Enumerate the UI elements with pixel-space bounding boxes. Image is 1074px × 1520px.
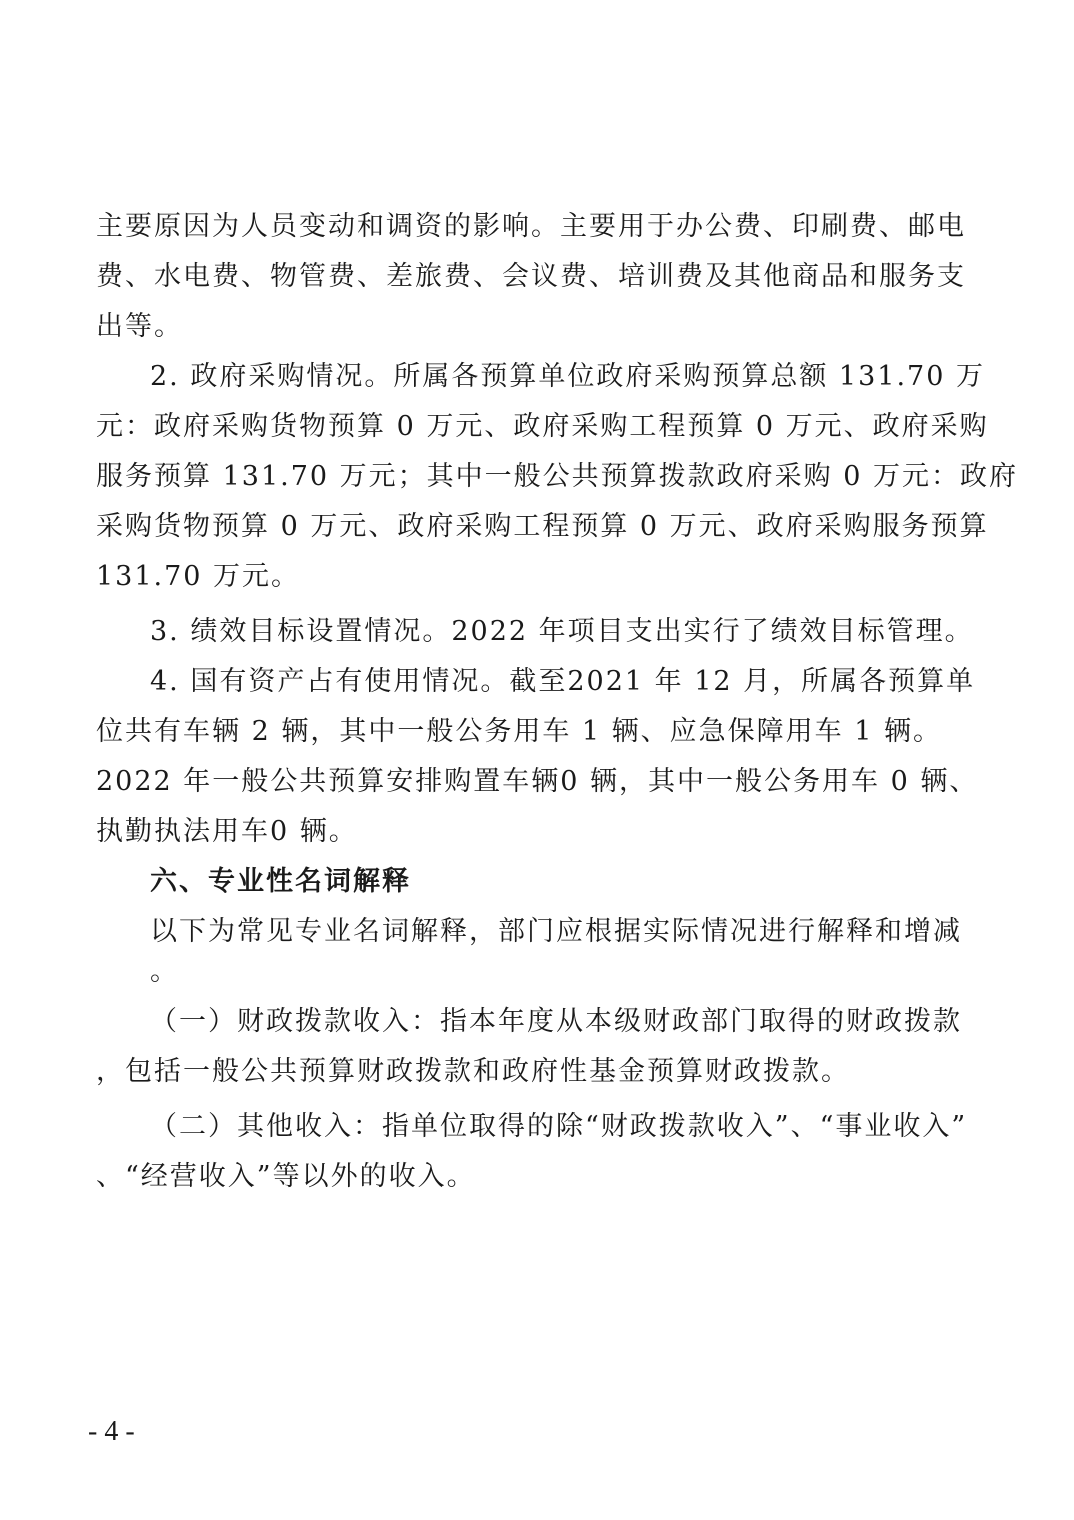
body-text-line: 、“经营收入”等以外的收入。 — [96, 1161, 476, 1192]
body-text-line: 2. 政府采购情况。所属各预算单位政府采购预算总额 131.70 万 — [150, 361, 985, 392]
body-text-line: 2022 年一般公共预算安排购置车辆0 辆，其中一般公务用车 0 辆、 — [96, 766, 979, 797]
body-text-line: 服务预算 131.70 万元；其中一般公共预算拨款政府采购 0 万元：政府 — [96, 461, 1018, 492]
body-text-line: 费、水电费、物管费、差旅费、会议费、培训费及其他商品和服务支 — [96, 261, 966, 292]
body-text-line: 131.70 万元。 — [96, 561, 301, 592]
body-text-line: 出等。 — [96, 311, 183, 342]
body-text-line: 主要原因为人员变动和调资的影响。主要用于办公费、印刷费、邮电 — [96, 211, 966, 242]
body-text-line: 以下为常见专业名词解释，部门应根据实际情况进行解释和增减 — [150, 916, 962, 947]
body-text-line: （一）财政拨款收入：指本年度从本级财政部门取得的财政拨款 — [150, 1006, 962, 1037]
body-text-line: 元：政府采购货物预算 0 万元、政府采购工程预算 0 万元、政府采购 — [96, 411, 989, 442]
body-text-line: 。 — [150, 956, 179, 987]
section-heading: 六、专业性名词解释 — [150, 866, 411, 897]
body-text-line: ，包括一般公共预算财政拨款和政府性基金预算财政拨款。 — [96, 1056, 850, 1087]
page-number: - 4 - — [88, 1416, 135, 1447]
body-text-line: 执勤执法用车0 辆。 — [96, 816, 358, 847]
body-text-line: 4. 国有资产占有使用情况。截至2021 年 12 月，所属各预算单 — [150, 666, 976, 697]
body-text-line: 采购货物预算 0 万元、政府采购工程预算 0 万元、政府采购服务预算 — [96, 511, 989, 542]
body-text-line: 3. 绩效目标设置情况。2022 年项目支出实行了绩效目标管理。 — [150, 616, 974, 647]
body-text-line: （二）其他收入：指单位取得的除“财政拨款收入”、“事业收入” — [150, 1111, 968, 1142]
body-text-line: 位共有车辆 2 辆，其中一般公务用车 1 辆、应急保障用车 1 辆。 — [96, 716, 943, 747]
